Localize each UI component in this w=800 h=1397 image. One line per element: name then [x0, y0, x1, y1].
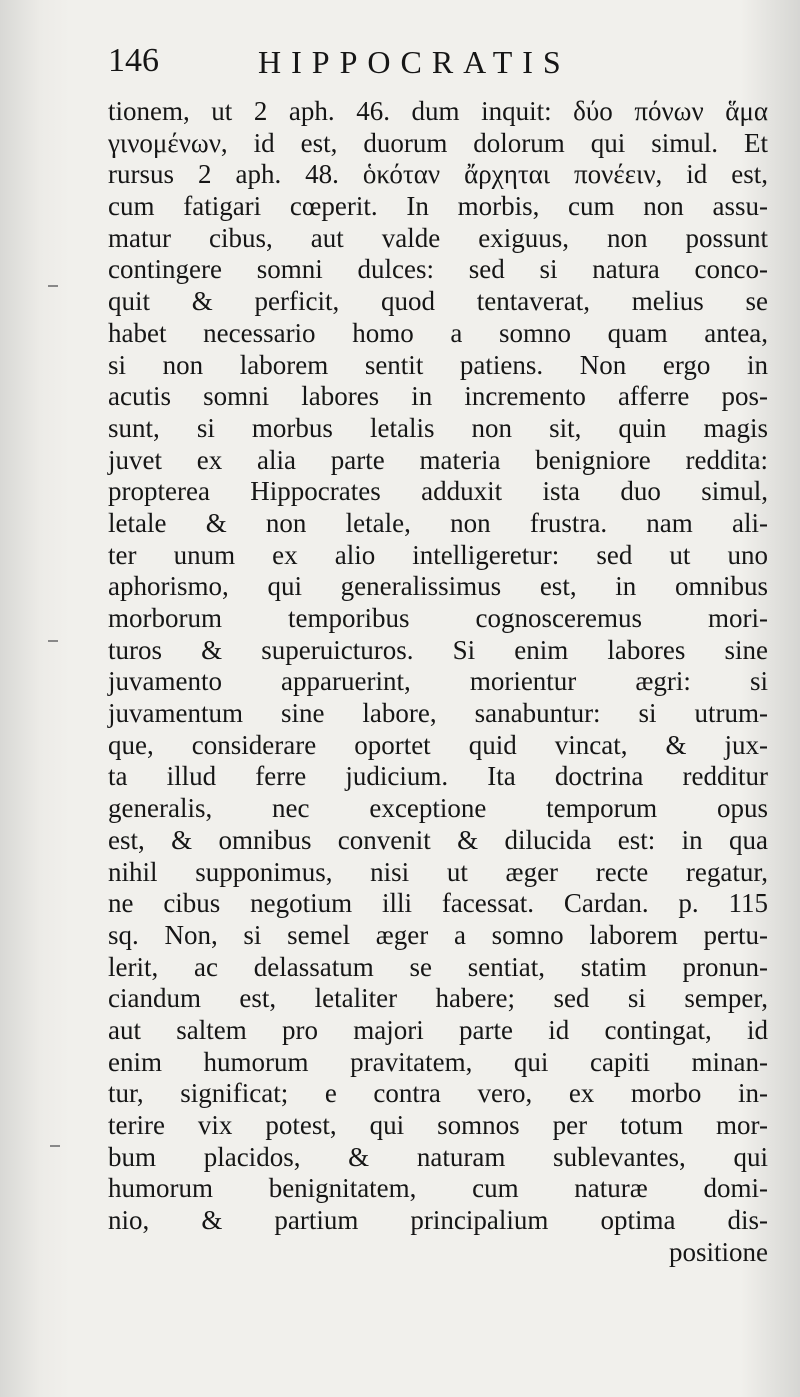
- text-line: quit & perficit, quod tentaverat, melius se: [108, 286, 768, 317]
- text-line: juvet ex alia parte materia benigniore reddita:: [108, 444, 768, 475]
- page-number: 146: [108, 42, 159, 79]
- text-line: enim humorum pravitatem, qui capiti minan-: [108, 1046, 768, 1077]
- margin-marks: [0, 0, 60, 1397]
- text-line: rursus 2 aph. 48. ὁκόταν ἄρχηται πονέειν, id est,: [108, 159, 768, 190]
- text-line: sq. Non, si semel æger a somno laborem pertu-: [108, 919, 768, 950]
- text-line: acutis somni labores in incremento afferre pos-: [108, 381, 768, 412]
- text-line: matur cibus, aut valde exiguus, non possunt: [108, 222, 768, 253]
- text-line: letale & non letale, non frustra. nam ali-: [108, 507, 768, 538]
- text-line: sunt, si morbus letalis non sit, quin magis: [108, 412, 768, 443]
- running-head: HIPPOCRATIS: [258, 44, 571, 80]
- text-line: aphorismo, qui generalissimus est, in omnibus: [108, 571, 768, 602]
- text-line: si non laborem sentit patiens. Non ergo in: [108, 349, 768, 380]
- text-line: tur, significat; e contra vero, ex morbo in-: [108, 1078, 768, 1109]
- text-line: cum fatigari cœperit. In morbis, cum non assu-: [108, 191, 768, 222]
- text-line: humorum benignitatem, cum naturæ domi-: [108, 1173, 768, 1204]
- text-line: ter unum ex alio intelligeretur: sed ut uno: [108, 539, 768, 570]
- text-line: nihil supponimus, nisi ut æger recte regatur,: [108, 856, 768, 887]
- text-line: turos & superuicturos. Si enim labores sine: [108, 634, 768, 665]
- page-header: [108, 42, 768, 92]
- text-line: generalis, nec exceptione temporum opus: [108, 793, 768, 824]
- text-line: morborum temporibus cognosceremus mori-: [108, 603, 768, 633]
- text-line: γινομένων, id est, duorum dolorum qui simul. Et: [108, 127, 768, 158]
- body-text: [108, 96, 768, 1268]
- text-line: juvamento apparuerint, morientur ægri: si: [108, 666, 768, 697]
- text-line: aut saltem pro majori parte id contingat, id: [108, 1014, 768, 1045]
- text-line: que, considerare oportet quid vincat, & jux-: [108, 729, 768, 760]
- text-line: terire vix potest, qui somnos per totum mor-: [108, 1110, 768, 1140]
- text-line: ne cibus negotium illi facessat. Cardan. p. 115: [108, 888, 768, 919]
- text-line: habet necessario homo a somno quam antea,: [108, 317, 768, 348]
- text-line: ciandum est, letaliter habere; sed si semper,: [108, 983, 768, 1014]
- text-line: lerit, ac delassatum se sentiat, statim pronun-: [108, 951, 768, 982]
- text-line: propterea Hippocrates adduxit ista duo simul,: [108, 476, 768, 507]
- text-line: bum placidos, & naturam sublevantes, qui: [108, 1141, 768, 1172]
- text-line: juvamentum sine labore, sanabuntur: si utrum-: [108, 698, 768, 729]
- text-line: contingere somni dulces: sed si natura conco-: [108, 254, 768, 285]
- text-line: est, & omnibus convenit & dilucida est: in qua: [108, 824, 768, 855]
- text-line: positione: [669, 1236, 768, 1267]
- text-line: ta illud ferre judicium. Ita doctrina redditur: [108, 761, 768, 792]
- text-line: tionem, ut 2 aph. 46. dum inquit: δύο πόνων ἅμα: [108, 96, 768, 126]
- text-line: nio, & partium principalium optima dis-: [108, 1205, 768, 1236]
